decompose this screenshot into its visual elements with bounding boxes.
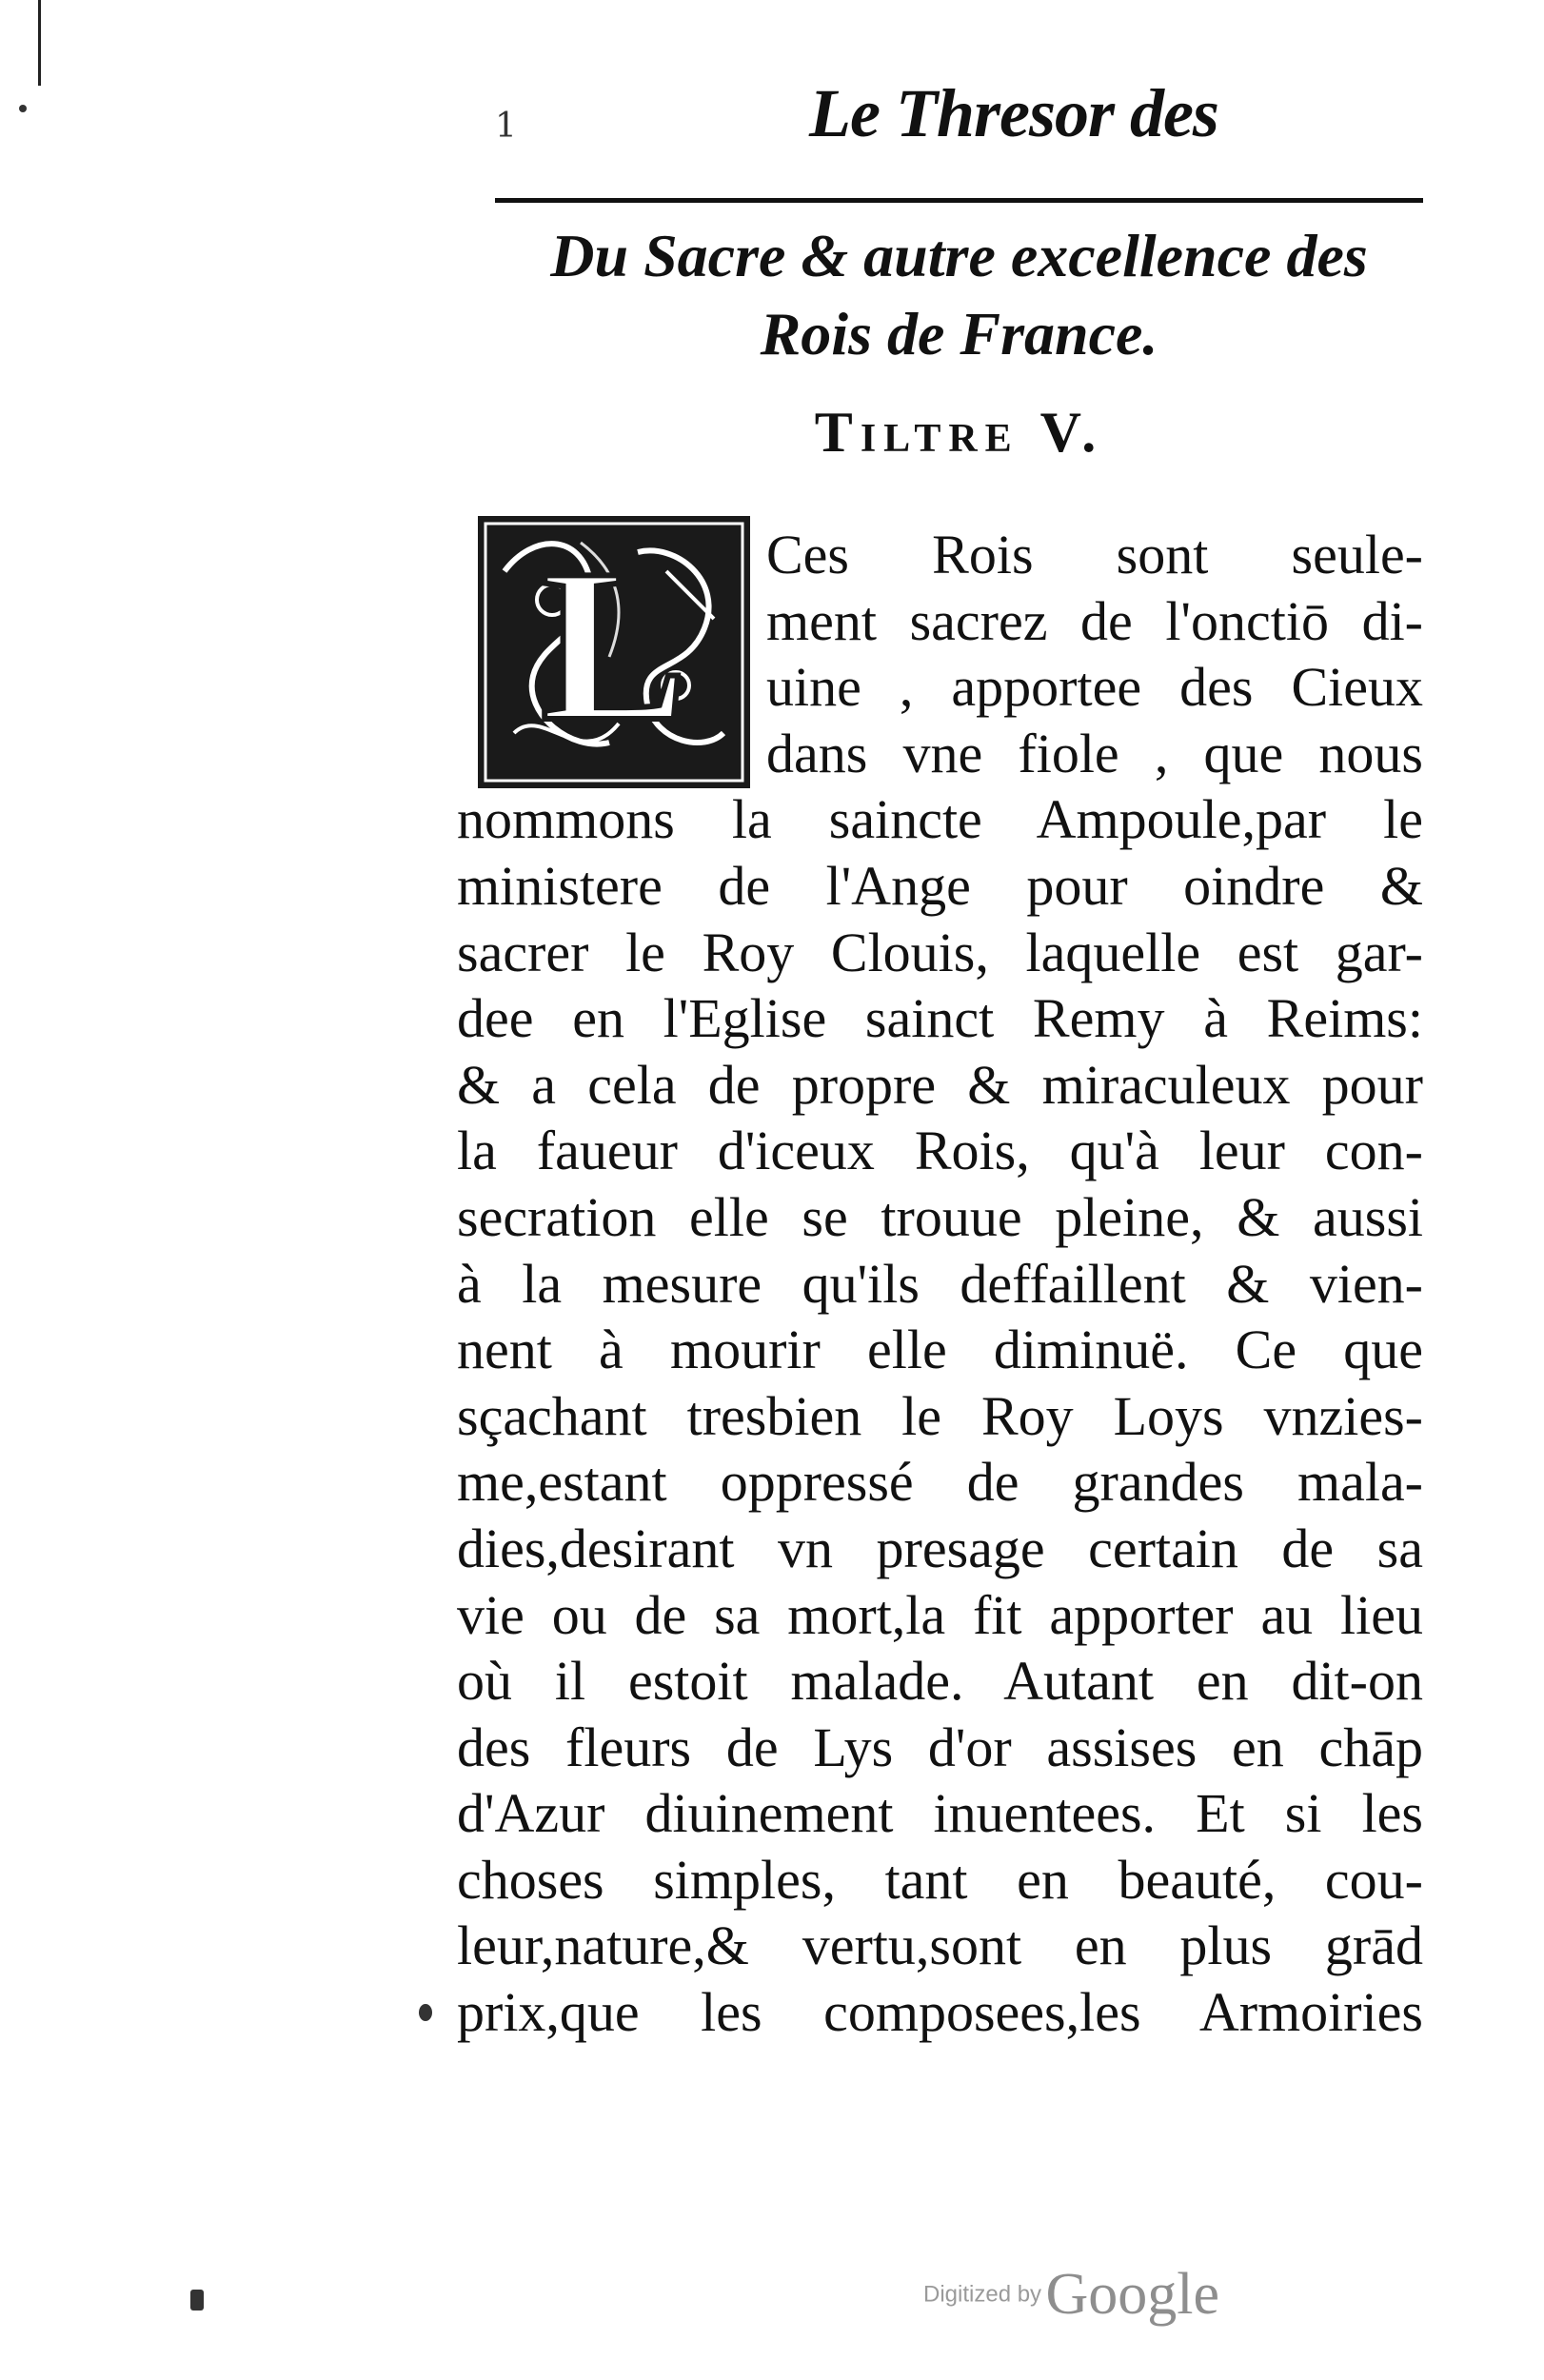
text-line: sacrer le Roy Clouis, laquelle est gar- (457, 921, 1423, 983)
text-line: prix,que les composees,les Armoiries (457, 1981, 1423, 2044)
scan-edge-mark (38, 0, 41, 86)
text-line: & a cela de propre & miraculeux pour (457, 1053, 1423, 1116)
text-line: leur,nature,& vertu,sont en plus grād (457, 1914, 1423, 1977)
ink-speck (419, 2004, 432, 2021)
text-line: nommons la saincte Ampoule,par le (457, 788, 1423, 851)
watermark-prefix: Digitized by (923, 2281, 1042, 2308)
chapter-number: Tiltre V. (814, 401, 1104, 464)
text-line: dies,desirant vn presage certain de sa (457, 1517, 1423, 1579)
text-line: des fleurs de Lys d'or assises en chāp (457, 1716, 1423, 1778)
text-line: uine , apportee des Cieux (766, 656, 1423, 719)
initial-letter: L (541, 524, 687, 766)
ink-speck (190, 2290, 204, 2311)
text-line: à la mesure qu'ils deffaillent & vien- (457, 1252, 1423, 1315)
text-line: sçachant tresbien le Roy Loys vnzies- (457, 1384, 1423, 1447)
text-line: nent à mourir elle diminuë. Ce que (457, 1319, 1423, 1381)
text-line: où il estoit malade. Autant en dit-on (457, 1650, 1423, 1713)
ink-speck (19, 105, 27, 112)
chapter-title-line-2: Rois de France. (760, 300, 1158, 367)
text-line: la faueur d'iceux Rois, qu'à leur con- (457, 1120, 1423, 1182)
text-line: vie ou de sa mort,la fit apporter au lieu (457, 1583, 1423, 1646)
watermark-brand: Google (1045, 2262, 1220, 2327)
running-head: Le Thresor des (809, 75, 1218, 151)
header-rule (495, 198, 1423, 203)
text-line: dans vne fiole , que nous (766, 722, 1423, 784)
folio-number: 1 (495, 107, 519, 146)
chapter-title (495, 217, 1423, 373)
text-line: ment sacrez de l'onctiō di- (766, 589, 1423, 652)
body-text (457, 522, 1423, 2046)
text-line: ministere de l'Ange pour oindre & (457, 854, 1423, 917)
text-line: choses simples, tant en beauté, cou- (457, 1848, 1423, 1911)
digitized-watermark (923, 2261, 1219, 2329)
chapter-title-line-1: Du Sacre & autre excellence des (550, 222, 1368, 289)
text-line: Ces Rois sont seule- (766, 524, 1423, 585)
text-line: me,estant oppressé de grandes mala- (457, 1451, 1423, 1514)
text-line: dee en l'Eglise sainct Remy à Reims: (457, 987, 1423, 1050)
text-line: secration elle se trouue pleine, & aussi (457, 1185, 1423, 1248)
text-line: d'Azur diuinement inuentees. Et si les (457, 1782, 1423, 1845)
